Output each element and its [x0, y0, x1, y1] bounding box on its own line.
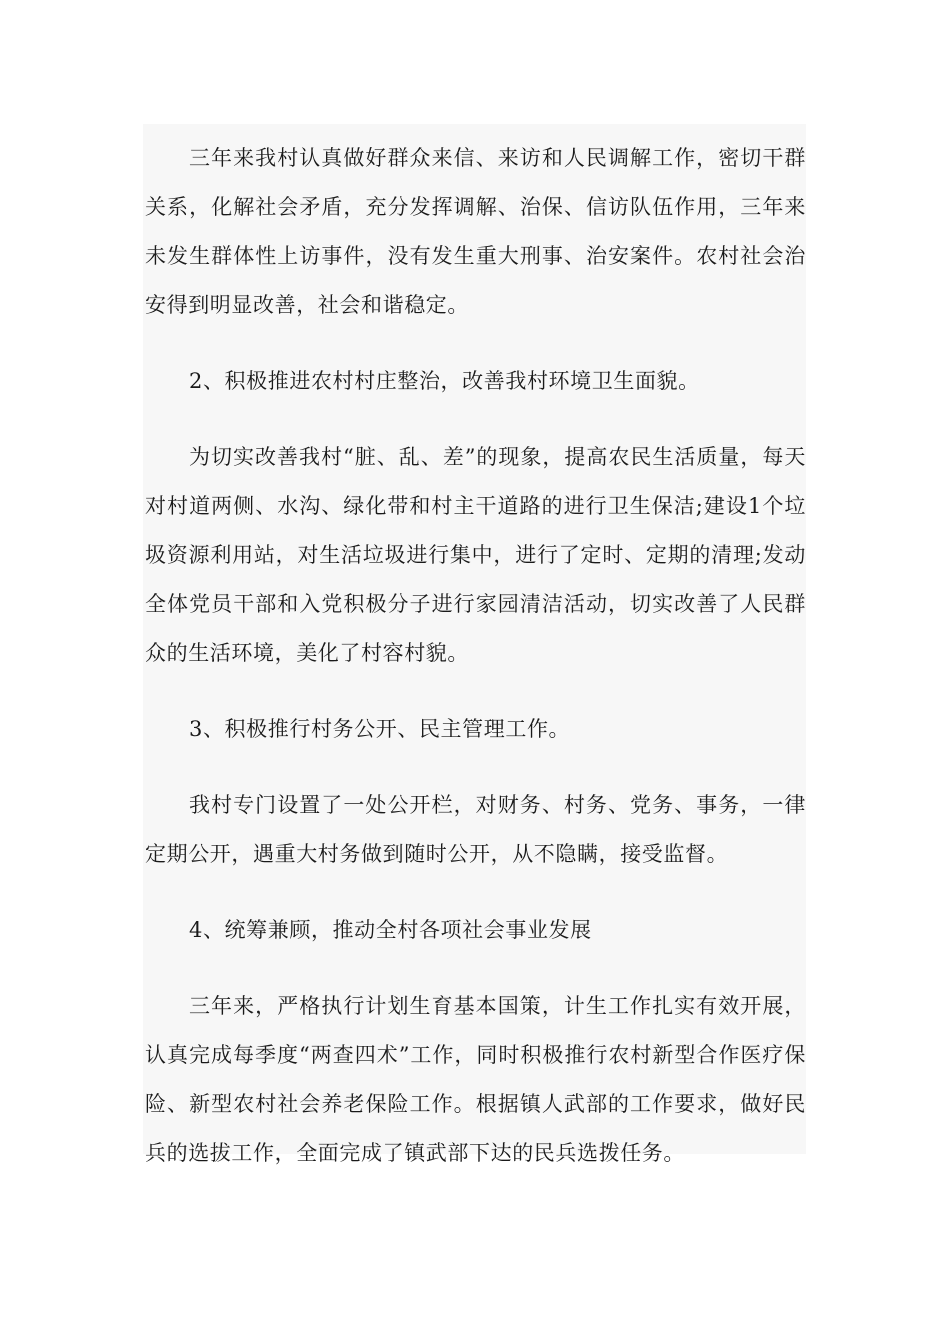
section-heading-village-renovation: 2、积极推进农村村庄整治，改善我村环境卫生面貌。 [189, 369, 700, 393]
section-heading-social-development: 4、统筹兼顾，推动全村各项社会事业发展 [189, 918, 592, 942]
section-heading-village-affairs: 3、积极推行村务公开、民主管理工作。 [189, 717, 571, 741]
paragraph-mediation-work: 三年来我村认真做好群众来信、来访和人民调解工作，密切干群关系，化解社会矛盾，充分发挥调解、治保、信访队伍作用，三年来未发生群体性上访事件，没有发生重大刑事、治安案件。农村社会治安得到明显改善，社会和谐稳定。 [145, 146, 806, 317]
paragraph-family-planning: 三年来，严格执行计划生育基本国策，计生工作扎实有效开展，认真完成每季度“两查四术”工作，同时积极推行农村新型合作医疗保险、新型农村社会养老保险工作。根据镇人武部的工作要求，做好民兵的选拔工作，全面完成了镇武部下达的民兵选拨任务。 [145, 994, 806, 1165]
paragraph-sanitation: 为切实改善我村“脏、乱、差”的现象，提高农民生活质量，每天对村道两侧、水沟、绿化带和村主干道路的进行卫生保洁;建设1个垃圾资源利用站，对生活垃圾进行集中，进行了定时、定期的清理;发动全体党员干部和入党积极分子进行家园清洁活动，切实改善了人民群众的生活环境，美化了村容村貌。 [145, 445, 806, 665]
paragraph-public-notice: 我村专门设置了一处公开栏，对财务、村务、党务、事务，一律定期公开，遇重大村务做到随时公开，从不隐瞒，接受监督。 [145, 793, 806, 866]
document-body [143, 124, 806, 1165]
